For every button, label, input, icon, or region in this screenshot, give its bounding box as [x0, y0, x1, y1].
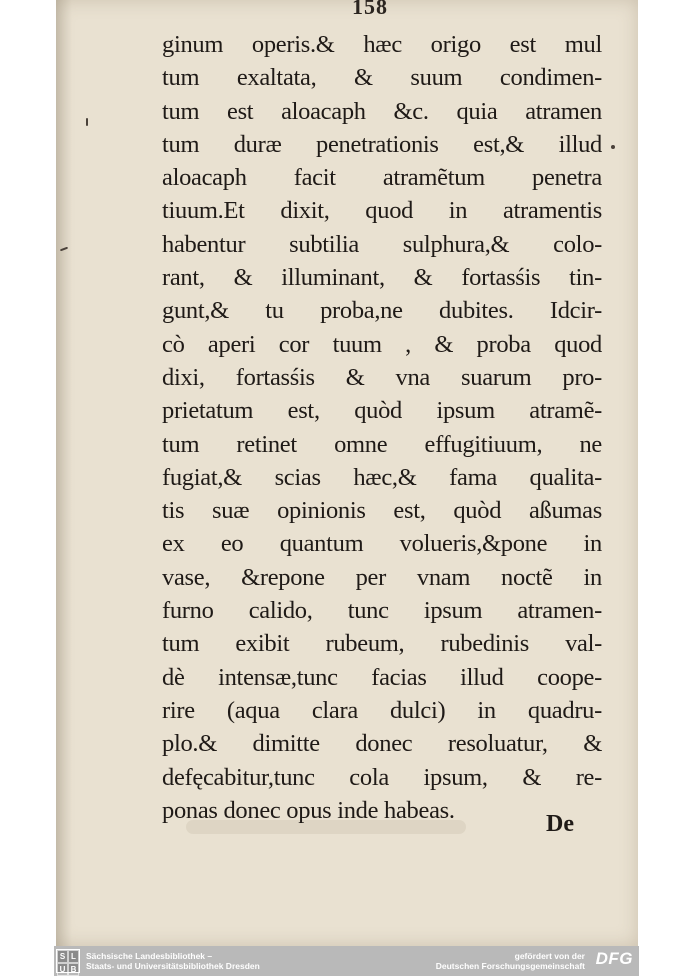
text-line: cò aperi cor tuum , & proba quod: [162, 330, 602, 358]
footer-bar: [54, 946, 639, 976]
sponsor-line1: gefördert von der: [514, 951, 585, 961]
text-line: tiuum.Et dixit, quod in atramentis: [162, 197, 602, 225]
text-line: plo.& dimitte donec resoluatur, &: [162, 730, 602, 758]
page-gutter-shadow: [56, 0, 72, 946]
text-line: tum exaltata, & suum condimen-: [162, 64, 602, 92]
library-name[interactable]: [86, 951, 260, 971]
text-line: ex eo quantum volueris,&pone in: [162, 530, 602, 558]
text-line: habentur subtilia sulphura,& colo-: [162, 230, 602, 258]
text-line: aloacaph facit atramẽtum penetra: [162, 164, 602, 192]
text-line: tum est aloacaph &c. quia atramen: [162, 97, 602, 125]
text-line: ponas donec opus inde habeas.: [162, 796, 455, 824]
page-number: 158: [352, 0, 388, 19]
sponsor-credit[interactable]: [436, 951, 585, 971]
ink-speck: [86, 118, 88, 126]
text-line: vase, &repone per vnam noctẽ in: [162, 563, 602, 591]
ink-speck: [611, 145, 615, 149]
scanned-page: [56, 0, 638, 946]
text-line: rire (aqua clara dulci) in quadru-: [162, 696, 602, 724]
text-line: fugiat,& scias hæc,& fama qualita-: [162, 463, 602, 491]
text-line: ginum operis.& hæc origo est mul: [162, 31, 602, 58]
body-text: [162, 28, 602, 827]
logo-letter: U: [57, 963, 68, 976]
text-line: dè intensæ,tunc facias illud coope-: [162, 663, 602, 691]
logo-letter: B: [68, 963, 79, 976]
text-line: gunt,& tu proba,ne dubites. Idcir-: [162, 297, 602, 325]
sponsor-line2: Deutschen Forschungsgemeinschaft: [435, 961, 585, 971]
catchword: De: [546, 811, 574, 837]
text-line: tum exibit rubeum, rubedinis val-: [162, 630, 602, 658]
text-line: prietatum est, quòd ipsum atramẽ-: [162, 397, 602, 425]
text-line: defęcabitur,tunc cola ipsum, & re-: [162, 763, 602, 791]
text-line: tum retinet omne effugitiuum, ne: [162, 430, 602, 458]
library-name-line2: Staats- und Universitätsbibliothek Dresden: [86, 961, 260, 971]
logo-letter: S: [57, 950, 68, 963]
text-line: tis suæ opinionis est, quòd aßumas: [162, 497, 602, 525]
text-line: dixi, fortasśis & vna suarum pro-: [162, 363, 602, 391]
dfg-logo-icon[interactable]: DFG: [595, 949, 633, 968]
slub-logo-icon[interactable]: [56, 949, 80, 973]
text-line: tum duræ penetrationis est,& illud: [162, 130, 602, 158]
text-line: rant, & illuminant, & fortasśis tin-: [162, 264, 602, 292]
library-name-line1: Sächsische Landesbibliothek –: [86, 951, 213, 961]
logo-letter: L: [68, 950, 79, 963]
text-line: furno calido, tunc ipsum atramen-: [162, 597, 602, 625]
